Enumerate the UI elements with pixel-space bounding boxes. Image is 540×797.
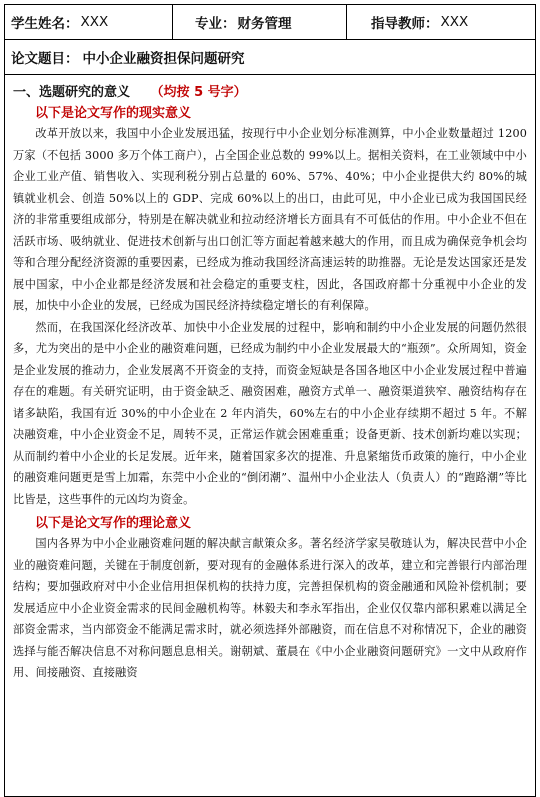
thesis-title-label: 论文题目： <box>11 51 79 67</box>
major-value: 财务管理 <box>237 16 292 32</box>
advisor-cell <box>347 5 535 39</box>
thesis-title-row <box>5 40 535 75</box>
major-cell <box>173 5 347 39</box>
major-label: 专业： <box>195 16 236 32</box>
section-title: 一、选题研究的意义 <box>13 85 131 100</box>
document-page <box>4 4 536 797</box>
font-size-note: （均按 5 号字） <box>150 85 247 100</box>
thesis-title-value: 中小企业融资担保问题研究 <box>82 51 245 67</box>
paragraph: 改革开放以来，我国中小企业发展迅猛，按现行中小企业划分标准测算，中小企业数量超过 1200 万家（不包括 3000 多万个体工商户），占全国企业总数的 99%以上。据相关资料，在工业领域中中小企业工业产值、销售收入、实现利税分别占总量的 60%、57%、40%；中小企业提供大约 80%的城镇就业机会、创造 50%以上的 GDP、完成 60%以上的出口，由此可见，中小企业已成为我国国民经济的非常重要组成部分，特别是在解决就业和拉动经济增长方面具有不可低估的作用。中小企业不但在活跃市场、吸纳就业、促进技术创新与出口创汇等方面起着越来越大的作用，而且成为确保竞争机会均等和合理分配经济资源的重要因素，已经成为推动我国经济高速运转的助推器。无论是发达国家还是发展中国家，中小企业都是经济发展和社会稳定的重要支柱，因此，各国政府都十分重视中小企业的发展，加快中小企业的发展，已经成为国民经济持续稳定增长的有利保障。 <box>13 127 527 312</box>
paragraph: 然而，在我国深化经济改革、加快中小企业发展的过程中，影响和制约中小企业发展的问题仍然很多，尤为突出的是中小企业的融资难问题，已经成为制约中小企业发展最大的“瓶颈”。众所周知，资金是企业发展的推动力，企业发展离不开资金的支持，而资金短缺是各国各地区中小企业发展过程中普遍存在的难题。有关研究证明，由于资金缺乏、融资困难，融资方式单一、融资渠道狭窄、融资结构存在诸多缺陷，我国有近 30%的中小企业在 2 年内消失，60%左右的中小企业存续期不超过 5 年。不解决融资难，中小企业资金不足，周转不灵，正常运作就会困难重重；设备更新、技术创新均难以实现；从而制约着中小企业的长足发展。近年来，随着国家多次的提准、升息紧缩货币政策的施行，中小企业的融资难问题更是雪上加霜，东莞中小企业的“倒闭潮”、温州中小企业法人（负责人）的“跑路潮”等比比皆是，这些事件的元凶均为资金。 <box>13 320 527 506</box>
header-row <box>5 5 535 40</box>
student-name-label: 学生姓名： <box>11 16 79 32</box>
student-name-value: XXX <box>80 14 109 30</box>
theoretical-significance-heading: 以下是论文写作的理论意义 <box>35 516 192 531</box>
student-name-cell <box>5 5 173 39</box>
section-heading <box>13 81 527 100</box>
paragraph: 国内各界为中小企业融资难问题的解决献言献策众多。著名经济学家吴敬琏认为，解决民营中小企业的融资难问题，关键在于制度创新，要对现有的金融体系进行深入的改革，建立和完善银行内部治理结构；要加强政府对中小企业信用担保机构的扶持力度，完善担保机构的资金融通和风险补偿机制；要发展适应中小企业资金需求的民间金融机构等。林毅夫和李永军指出，企业仅仅靠内部积累难以满足全部资金需求，当内部资金不能满足需求时，就必须选择外部融资，而在信息不对称情况下，企业的融资选择与能否解决信息不对称问题息息相关。谢朝斌、董晨在《中小企业融资问题研究》一文中从政府作用、间接融资、直接融资 <box>13 537 527 679</box>
advisor-label: 指导教师： <box>371 16 439 32</box>
advisor-value: XXX <box>440 14 469 30</box>
practical-significance-heading: 以下是论文写作的现实意义 <box>35 106 192 121</box>
content-area <box>5 75 535 684</box>
